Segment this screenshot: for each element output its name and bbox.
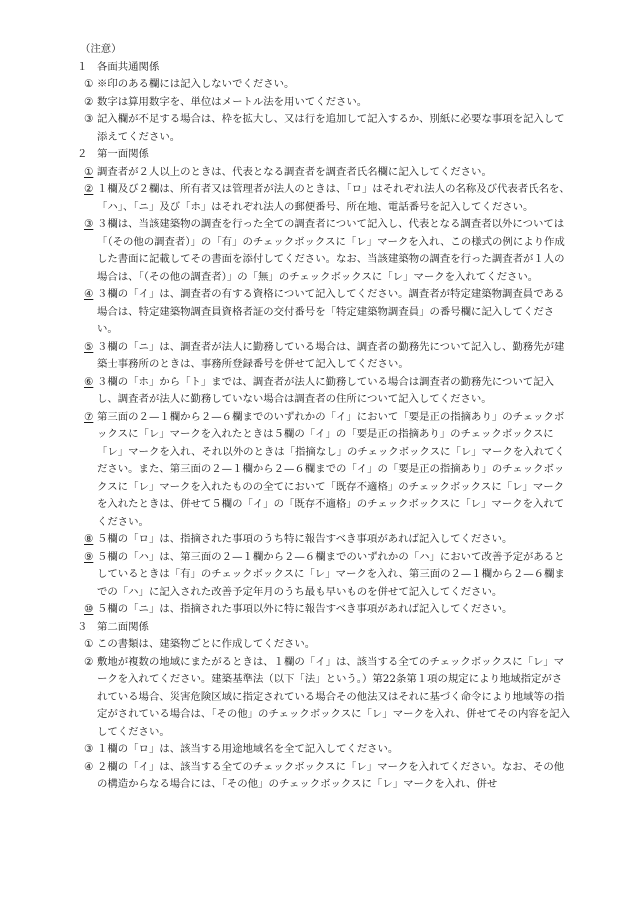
note-marker: ③ [84,218,94,230]
note-marker: ③ [84,113,94,125]
section-title: 第二面関係 [97,620,149,633]
note-item-1-1 [0,76,630,94]
section-block-3 [0,619,630,794]
note-marker: ⑥ [84,375,94,388]
note-item-2-4 [0,286,630,339]
note-text: 調査者が２人以上のときは、代表となる調査者を調査者氏名欄に記入してください。 [97,165,492,178]
note-item-2-10 [0,601,630,619]
note-marker: ⑧ [84,533,94,545]
notes-heading: （注意） [80,43,122,55]
note-marker: ⑦ [84,410,94,423]
note-item-1-3 [0,111,630,146]
note-marker: ② [84,655,94,668]
section-items [0,164,630,619]
note-marker: ③ [84,743,94,755]
section-number: ３ [77,620,88,633]
note-marker: ⑩ [84,603,94,615]
note-item-2-8 [0,531,630,549]
note-text: この書類は、建築物ごとに作成してください。 [97,638,316,650]
section-block-1 [0,59,630,147]
note-item-2-3 [0,216,630,286]
section-items [0,636,630,794]
note-marker: ④ [84,760,94,773]
note-text: １欄及び２欄は、所有者又は管理者が法人のときは、「ロ」はそれぞれ法人の名称及び代表者氏名を、「ハ」、「ニ」及び「ホ」はそれぞれ法人の郵便番号、所在地、電話番号を記入してください。 [97,183,570,213]
note-item-2-7 [0,409,630,532]
section-block-2 [0,146,630,619]
note-text: ３欄の「ホ」から「ト」までは、調査者が法人に勤務している場合は調査者の勤務先について記入し、調査者が法人に勤務していない場合は調査者の住所について記入してください。 [97,375,554,405]
section-items [0,76,630,146]
section-title: 第一面関係 [97,148,149,160]
note-item-2-2 [0,181,630,216]
section-number: １ [77,60,88,73]
note-text: 記入欄が不足する場合は、枠を拡大し、又は行を追加して記入するか、別紙に必要な事項を記入して添えてください。 [97,113,565,143]
note-item-1-2 [0,94,630,112]
note-text: 第三面の２—１欄から２—６欄までのいずれかの「イ」において「要是正の指摘あり」のチェックボックスに「レ」マークを入れたときは５欄の「イ」の「要是正の指摘あり」のチェックボックスに「レ」マークを入れ、それ以外のときは「指摘なし」のチェックボックスに「レ」マークを入れてください。また、第三面の２—１欄から２—６欄までの「イ」の「要是正の指摘あり」のチェックボックスに「レ」マークを入れたものの全てにおいて「既存不適格」のチェックボックスに「レ」マークを入れたときは、併せて５欄の「イ」の「既存不適格」のチェックボックスに「レ」マークを入れてください。 [97,410,565,528]
note-item-3-1 [0,636,630,654]
section-heading [0,146,630,164]
note-text: ３欄の「イ」は、調査者の有する資格について記入してください。調査者が特定建築物調査員である場合は、特定建築物調査員資格者証の交付番号を「特定建築物調査員」の番号欄に記入してください。 [97,288,565,335]
note-item-2-5 [0,339,630,374]
note-marker: ② [84,183,94,195]
note-marker: ① [84,638,94,650]
note-marker: ④ [84,288,94,300]
note-item-2-9 [0,549,630,602]
note-marker: ① [84,165,94,178]
note-text: 数字は算用数字を、単位はメートル法を用いてください。 [97,95,368,108]
note-marker: ② [84,95,94,108]
note-text: １欄の「ロ」は、該当する用途地域名を全て記入してください。 [97,743,399,755]
note-marker: ⑨ [84,550,94,563]
note-marker: ① [84,78,94,90]
section-heading [0,59,630,77]
note-text: ５欄の「ハ」は、第三面の２—１欄から２—６欄までのいずれかの「ハ」において改善予定があるとしているときは「有」のチェックボックスに「レ」マークを入れ、第三面の２—１欄から２—６欄までの「ハ」に記入された改善予定年月のうち最も早いものを併せて記入してください。 [97,550,565,598]
note-text: ５欄の「ニ」は、指摘された事項以外に特に報告すべき事項があれば記入してください。 [97,603,513,615]
note-item-3-2 [0,654,630,742]
section-number: ２ [77,148,88,160]
note-text: ※印のある欄には記入しないでください。 [97,78,295,90]
section-heading [0,619,630,637]
note-text: ２欄の「イ」は、該当する全てのチェックボックスに「レ」マークを入れてください。なお、その他の構造からなる場合には、「その他」のチェックボックスに「レ」マークを入れ、併せ [97,760,565,790]
note-item-2-1 [0,164,630,182]
note-item-2-6 [0,374,630,409]
note-text: 敷地が複数の地域にまたがるときは、１欄の「イ」は、該当する全てのチェックボックスに「レ」マークを入れてください。建築基準法（以下「法」という。）第22条第１項の規定により地域指定がされている場合、災害危険区域に指定されている場合その他法又はそれに基づく命令により地域等の指定がされている場合は、「その他」のチェックボックスに「レ」マークを入れ、併せてその内容を記入してください。 [97,655,570,738]
note-marker: ⑤ [84,340,94,353]
section-title: 各面共通関係 [97,60,160,73]
note-text: ５欄の「ロ」は、指摘された事項のうち特に報告すべき事項があれば記入してください。 [97,533,513,545]
note-item-3-4 [0,759,630,794]
sections-container [0,59,630,794]
note-text: ３欄の「ニ」は、調査者が法人に勤務している場合は、調査者の勤務先について記入し、勤務先が建築士事務所のときは、事務所登録番号を併せて記入してください。 [97,340,565,370]
note-item-3-3 [0,741,630,759]
note-text: ３欄は、当該建築物の調査を行った全ての調査者について記入し、代表となる調査者以外については「（その他の調査者）」の「有」のチェックボックスに「レ」マークを入れ、この様式の例により作成した書面に記載してその書面を添付してください。なお、当該建築物の調査を行った調査者が１人の場合は、「（その他の調査者）」の「無」のチェックボックスに「レ」マークを入れてください。 [97,218,565,283]
